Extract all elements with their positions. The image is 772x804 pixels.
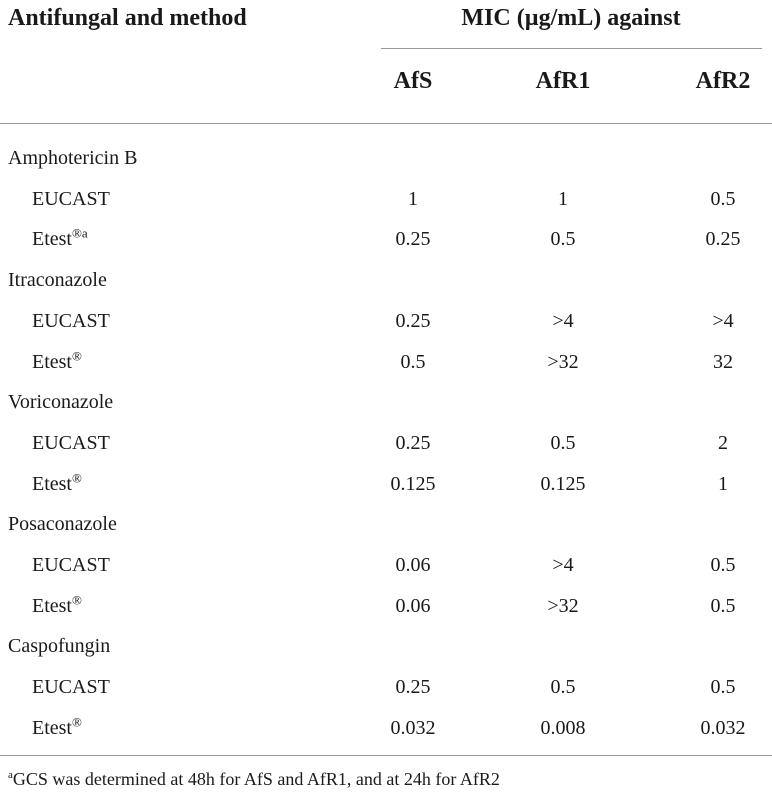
row-category-label [8, 634, 110, 658]
column-header-afr1: AfR1 [535, 68, 591, 94]
header-bottom-rule [0, 123, 772, 124]
mic-value-afr2: 0.5 [710, 188, 736, 210]
category-name: Posaconazole [8, 513, 117, 535]
mic-value-afs: 0.5 [400, 351, 426, 373]
mic-value-afr2: 0.032 [700, 717, 746, 739]
mic-value-afr1: >32 [547, 351, 579, 373]
mic-value-afs: 0.25 [395, 310, 431, 332]
method-name: EUCAST [32, 432, 110, 454]
mic-value-afr2: 2 [718, 432, 728, 454]
method-name: Etest [32, 351, 72, 373]
column-header-afr2: AfR2 [695, 68, 751, 94]
mic-value-afs: 0.06 [395, 554, 431, 576]
method-superscript: ® [72, 714, 82, 730]
mic-value-afs: 0.032 [390, 717, 436, 739]
row-method-label [32, 675, 110, 699]
method-superscript: ® [72, 592, 82, 608]
method-name: EUCAST [32, 676, 110, 698]
method-name: Etest [32, 717, 72, 739]
column-header-afs: AfS [393, 68, 433, 94]
footnote-text: GCS was determined at 48h for AfS and AfR1, and at 24h for AfR2 [12, 769, 500, 789]
mic-value-afr1: 0.5 [550, 432, 576, 454]
mic-value-afs: 1 [408, 188, 418, 210]
row-method-label [32, 350, 82, 374]
category-name: Itraconazole [8, 269, 107, 291]
mic-value-afr1: 0.008 [540, 717, 586, 739]
row-category-label [8, 268, 107, 292]
mic-value-afr2: 0.5 [710, 554, 736, 576]
row-method-label [32, 716, 82, 740]
category-name: Caspofungin [8, 635, 111, 657]
row-category-label [8, 390, 113, 414]
method-superscript: ® [72, 470, 82, 486]
mic-value-afs: 0.25 [395, 228, 431, 250]
mic-value-afr2: 32 [713, 351, 733, 373]
row-method-label [32, 227, 88, 251]
column-header-antifungal-method: Antifungal and method [8, 5, 247, 31]
row-method-label [32, 553, 110, 577]
row-category-label [8, 512, 117, 536]
mic-value-afr2: 0.25 [705, 228, 741, 250]
mic-value-afr1: >32 [547, 595, 579, 617]
mic-value-afs: 0.25 [395, 676, 431, 698]
method-name: Etest [32, 473, 72, 495]
footnote-marker: a [8, 769, 13, 781]
table-header [0, 0, 772, 46]
row-method-label [32, 472, 82, 496]
mic-value-afr2: 0.5 [710, 676, 736, 698]
row-method-label [32, 187, 110, 211]
column-group-header-mic: MIC (µg/mL) against [461, 5, 681, 31]
method-name: EUCAST [32, 188, 110, 210]
row-method-label [32, 431, 110, 455]
category-name: Voriconazole [8, 391, 114, 413]
category-name: Amphotericin B [8, 147, 138, 169]
method-superscript: ®a [72, 225, 88, 241]
row-method-label [32, 594, 82, 618]
mic-value-afr1: 0.5 [550, 228, 576, 250]
method-name: EUCAST [32, 554, 110, 576]
row-method-label [32, 309, 110, 333]
mic-value-afs: 0.125 [390, 473, 436, 495]
mic-value-afs: 0.06 [395, 595, 431, 617]
table-footnote [8, 768, 500, 790]
mic-value-afr1: >4 [552, 310, 574, 332]
method-superscript: ® [72, 348, 82, 364]
mic-value-afr1: 0.5 [550, 676, 576, 698]
method-name: Etest [32, 228, 72, 250]
mic-value-afr1: 1 [558, 188, 568, 210]
mic-value-afr2: 0.5 [710, 595, 736, 617]
method-name: Etest [32, 595, 72, 617]
row-category-label [8, 146, 137, 170]
header-group-rule [381, 48, 762, 49]
mic-value-afr1: >4 [552, 554, 574, 576]
mic-value-afs: 0.25 [395, 432, 431, 454]
table-bottom-rule [0, 755, 772, 756]
mic-value-afr2: 1 [718, 473, 728, 495]
method-name: EUCAST [32, 310, 110, 332]
mic-value-afr1: 0.125 [540, 473, 586, 495]
mic-value-afr2: >4 [712, 310, 734, 332]
